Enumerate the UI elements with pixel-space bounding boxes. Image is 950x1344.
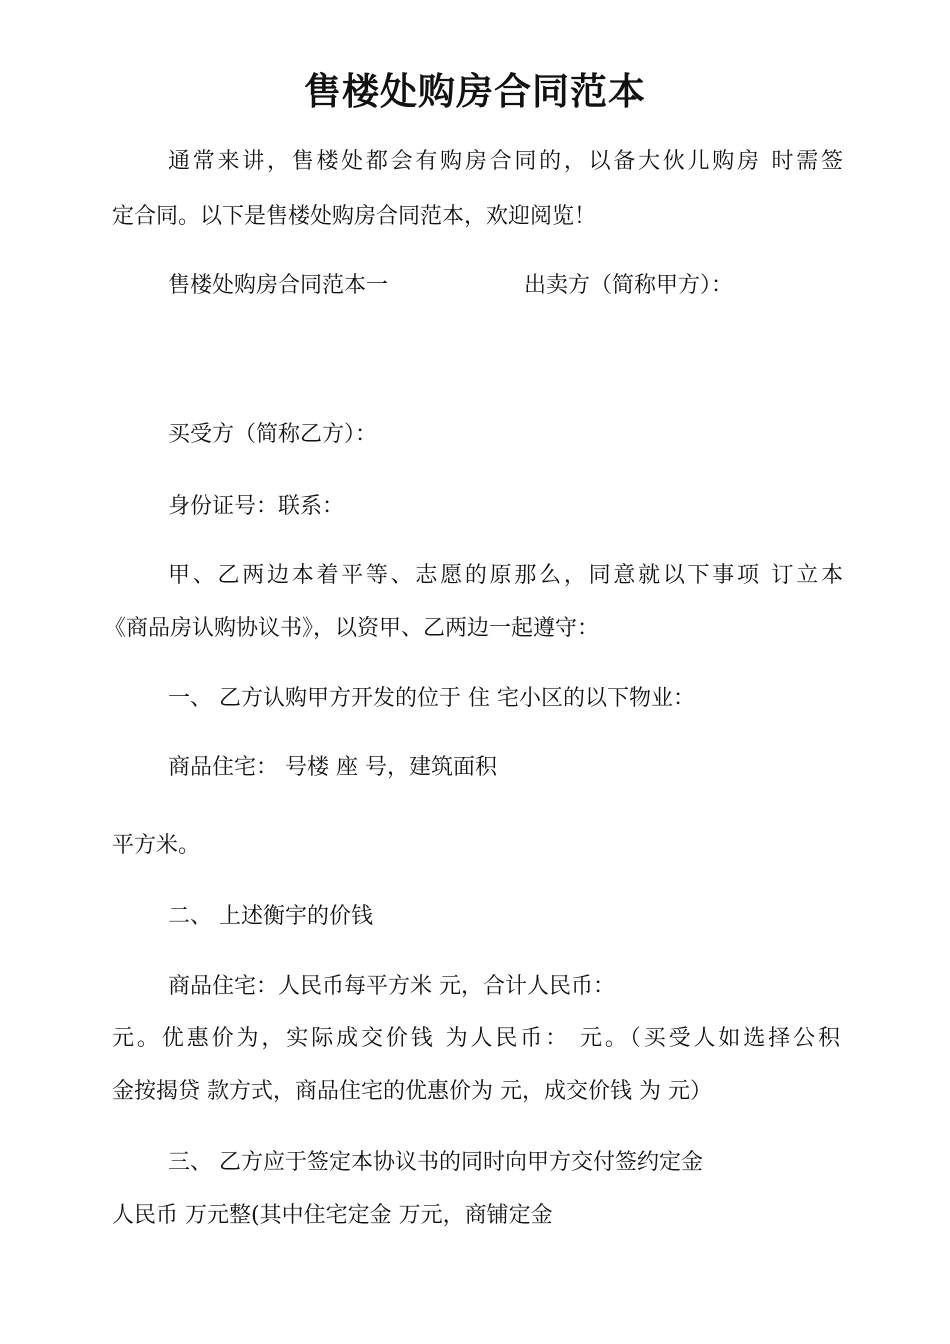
document-title: 售楼处购房合同范本 <box>304 70 646 113</box>
buyer-label: 买受方（简称乙方）： <box>168 422 378 447</box>
price-per-sqm: 商品住宅：人民币每平方米 元，合计人民币： <box>168 974 615 999</box>
seller-label: 出卖方（简称甲方）： <box>524 273 734 298</box>
residence-details: 商品住宅： 号楼 座 号，建筑面积 <box>168 755 497 780</box>
discount-price-line: 元。优惠价为，实际成交价钱 为人民币： 元。（买受人如选择公积 <box>112 1026 840 1051</box>
clause-one: 一、 乙方认购甲方开发的位于 住 宅小区的以下物业： <box>168 686 695 711</box>
clause-two: 二、 上述衡宇的价钱 <box>168 904 373 929</box>
agreement-line-2: 《商品房认购协议书》，以资甲、乙两边一起遵守： <box>104 616 600 641</box>
clause-three: 三、 乙方应于签定本协议书的同时向甲方交付签约定金 <box>168 1150 703 1175</box>
sample-heading: 售楼处购房合同范本一 <box>168 273 389 298</box>
agreement-line-1: 甲、乙两边本着平等、志愿的原那么，同意就以下事项 订立本 <box>168 563 843 588</box>
paragraph-line-2: 定合同。以下是售楼处购房合同范本，欢迎阅览！ <box>112 204 597 229</box>
area-unit: 平方米。 <box>112 833 201 858</box>
deposit-line: 人民币 万元整(其中住宅定金 万元，商铺定金 <box>112 1203 553 1228</box>
id-contact-label: 身份证号：联系： <box>168 494 345 519</box>
paragraph-line-1: 通常来讲，售楼处都会有购房合同的，以备大伙儿购房 时需签 <box>168 149 843 174</box>
loan-price-line: 金按揭贷 款方式，商品住宅的优惠价为 元，成交价钱 为 元） <box>112 1079 712 1104</box>
